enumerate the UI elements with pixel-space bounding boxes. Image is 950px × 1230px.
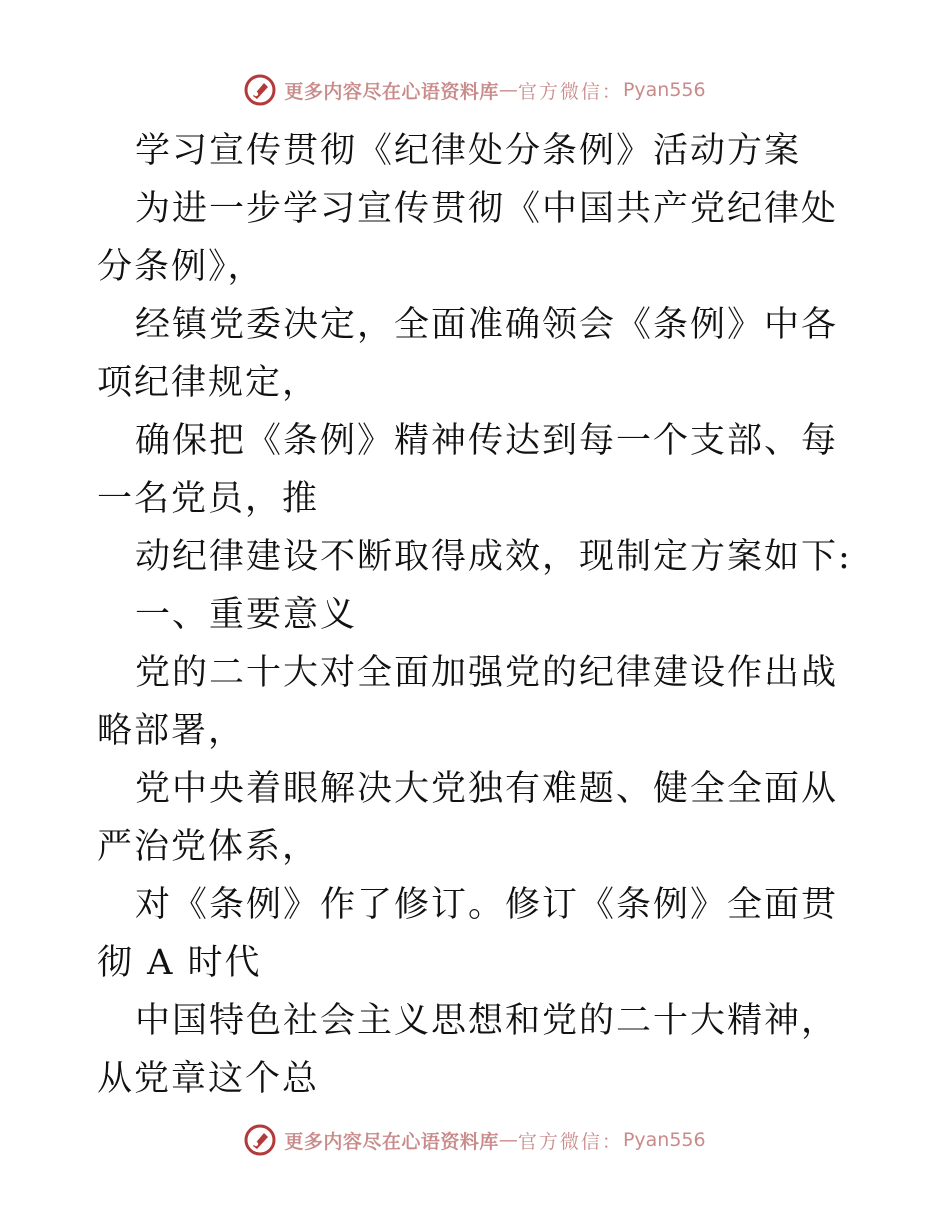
paragraph: 动纪律建设不断取得成效，现制定方案如下: — [135, 537, 852, 577]
watermark-wechat-label: 官方微信： — [517, 80, 623, 103]
paragraph: 党的二十大对全面加强党的纪律建设作出战略部署， — [97, 653, 839, 751]
paragraph: 对《条例》作了修订。修订《条例》全面贯彻 A 时代 — [97, 885, 839, 983]
watermark-wechat-label: 官方微信： — [517, 1130, 623, 1153]
watermark-dash: — — [498, 79, 518, 101]
paragraph: 为进一步学习宣传贯彻《中国共产党纪律处分条例》， — [97, 189, 839, 287]
watermark-main-text: 更多内容尽在心语资料库 — [284, 1130, 499, 1153]
watermark-main-text: 更多内容尽在心语资料库 — [284, 80, 499, 103]
watermark-text — [284, 77, 705, 104]
paragraph: 中国特色社会主义思想和党的二十大精神，从党章这个总 — [97, 1001, 839, 1099]
document-body — [97, 122, 857, 1108]
watermark-dash: — — [498, 1129, 518, 1151]
watermark-wechat-id: Pyan556 — [622, 79, 706, 101]
section-heading: 一、重要意义 — [135, 595, 358, 635]
watermark-text — [284, 1127, 705, 1154]
paragraph: 经镇党委决定，全面准确领会《条例》中各项纪律规定， — [97, 305, 839, 403]
pen-seal-logo-icon — [244, 1124, 276, 1156]
footer-watermark — [0, 1120, 950, 1160]
watermark-wechat-id: Pyan556 — [622, 1129, 706, 1151]
header-watermark — [0, 70, 950, 110]
pen-seal-logo-icon — [244, 74, 276, 106]
paragraph: 党中央着眼解决大党独有难题、健全全面从严治党体系， — [97, 769, 839, 867]
paragraph: 确保把《条例》精神传达到每一个支部、每一名党员，推 — [97, 421, 839, 519]
document-title: 学习宣传贯彻《纪律处分条例》活动方案 — [135, 131, 802, 171]
